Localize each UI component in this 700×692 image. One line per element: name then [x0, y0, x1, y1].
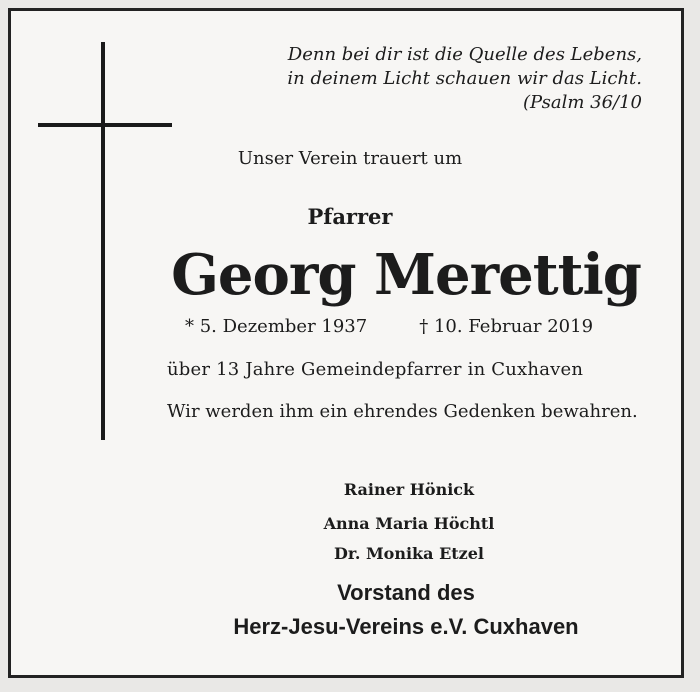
verse-reference: (Psalm 36/10	[522, 92, 642, 113]
tenure-text: über 13 Jahre Gemeindepfarrer in Cuxhaven	[167, 359, 584, 380]
signatory-name: Rainer Hönick	[343, 480, 475, 499]
cross-icon-vertical	[101, 42, 105, 440]
life-dates	[185, 316, 593, 337]
verse-line-1: Denn bei dir ist die Quelle des Lebens,	[287, 44, 642, 65]
board-line-1: Vorstand des	[337, 580, 475, 605]
signatory-name: Dr. Monika Etzel	[333, 544, 485, 563]
memory-text: Wir werden ihm ein ehrendes Gedenken bewahren.	[167, 401, 638, 422]
birth-date: * 5. Dezember 1937	[185, 316, 368, 337]
bible-verse	[287, 43, 642, 115]
cross-icon-horizontal	[38, 123, 172, 127]
deceased-name: Georg Merettig	[171, 242, 641, 308]
verse-line-2: in deinem Licht schauen wir das Licht.	[287, 68, 642, 89]
board-line-2: Herz-Jesu-Vereins e.V. Cuxhaven	[233, 614, 579, 639]
intro-text: Unser Verein trauert um	[237, 148, 463, 169]
death-date: † 10. Februar 2019	[419, 316, 594, 337]
deceased-title: Pfarrer	[307, 204, 393, 229]
signatory-name: Anna Maria Höchtl	[323, 514, 495, 533]
